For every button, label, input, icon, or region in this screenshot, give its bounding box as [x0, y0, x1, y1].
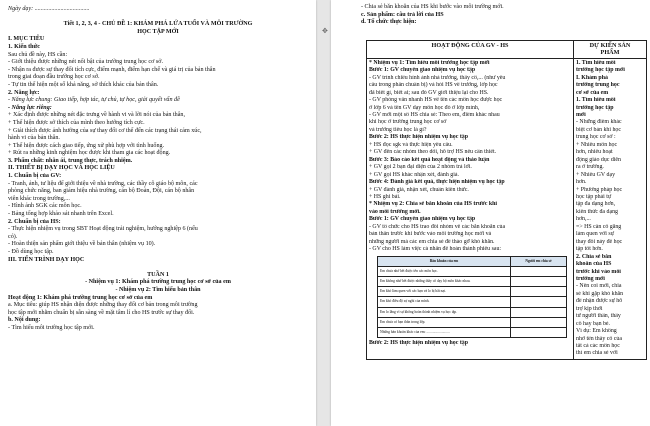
text-line: - Tranh, ảnh, tư liệu để giới thiệu về nhà trường, các thầy cô giáo bộ môn, các	[8, 180, 198, 187]
header-expected-product	[574, 41, 647, 59]
product-line: thay đổi này để học	[576, 238, 623, 245]
text-line: + Thể hiện được cách giao tiếp, ứng xử phù hợp với tình huống.	[8, 142, 165, 149]
text-line: c. Sản phẩm: câu trả lời của HS	[361, 11, 444, 18]
worksheet-share-cell[interactable]	[511, 297, 567, 307]
worksheet-row	[378, 328, 567, 338]
expected-product-lines	[576, 60, 644, 358]
product-line: nhớ tên thầy cô của	[576, 335, 622, 342]
activity-line: - GV cho HS làm việc cá nhân để hoàn thành phiếu sau:	[369, 246, 502, 253]
text-line: phòng chức năng, ban giám hiệu nhà trường, cán bộ Đoàn, Đội, cán bộ nhân	[8, 188, 195, 195]
activity-line: Bước 1: GV chuyển giao nhiệm vụ học tập	[369, 67, 476, 74]
activity-line: Bước 4: Đánh giá kết quả, thực hiện nhiệm vụ học tập	[369, 179, 505, 186]
text-line: - Năng lực chung: Giao tiếp, hợp tác, tự chủ, tự học, giải quyết vấn đề	[8, 97, 180, 104]
product-line: từ người thân, thầy	[576, 313, 621, 320]
activity-line: và trường tiểu học là gì?	[369, 126, 427, 133]
text-line: trong giai đoạn đầu trường học cơ sở.	[8, 74, 100, 81]
text-line: 2. Chuẩn bị của HS:	[8, 218, 61, 225]
product-line: 1. Tìm hiểu môi	[576, 97, 616, 104]
product-line: trường học tập	[576, 104, 614, 111]
activity-line: * Nhiệm vụ 2: Chia sẻ băn khoăn của HS trước khi	[369, 201, 498, 208]
worksheet-concern-cell: Em khó làm quen với các bạn và lo bị bắt nạt.	[378, 287, 511, 297]
product-line: cơ sở của em	[576, 89, 609, 96]
product-line: kiến thức đa dạng	[576, 208, 618, 215]
worksheet-share-cell[interactable]	[511, 328, 567, 338]
worksheet-rows	[378, 266, 567, 337]
product-line: trung học cơ sở :	[576, 134, 616, 141]
worksheet-row	[378, 277, 567, 287]
activity-line: những người mà các em chia sẻ để tháo gỡ khó khăn.	[369, 238, 495, 245]
product-line: 1. Tìm hiểu môi	[576, 59, 616, 66]
move-handle-icon[interactable]: ✥	[322, 27, 328, 35]
product-line: thì em chia sẻ với	[576, 350, 618, 357]
product-line: hơn,...	[576, 216, 591, 223]
text-line: + Rút ra những kinh nghiệm học được khi tham gia các hoạt động.	[8, 150, 171, 157]
activity-line: ở lớp 6 và tên GV dạy môn học đó ở lớp mình,	[369, 104, 480, 111]
right-page-intro	[361, 4, 641, 27]
product-line: trước khi vào môi	[576, 268, 621, 275]
product-line: + Phương pháp học	[576, 186, 623, 193]
activity-line: vào môi trường mới.	[369, 208, 421, 215]
activity-line: + GV đánh giá, nhận xét, chuẩn kiến thức.	[369, 186, 469, 193]
text-line: hành vi của bản thân.	[8, 135, 60, 142]
text-line: - Bảng tổng hợp khảo sát nhanh trên Excel.	[8, 211, 114, 218]
product-line: hơn, nhiều hoạt	[576, 149, 613, 156]
text-line: - Đồ dùng học tập.	[8, 249, 54, 255]
product-line: trường học tập mới	[576, 67, 625, 74]
text-line: Ngày dạy: ....................................	[8, 6, 90, 12]
activity-line: bản thân trước khi bước vào môi trường học mới và	[369, 231, 492, 238]
header-expected-product-line: DỰ KIẾN SẢN	[589, 42, 631, 49]
product-line: Ví dụ: Em không	[576, 328, 617, 335]
activity-line: Bước 2: HS thực hiện nhiệm vụ học tập	[369, 134, 469, 141]
activity-line: khi học ở trường trung học cơ sở	[369, 119, 447, 126]
header-teacher-student-activity: HOẠT ĐỘNG CỦA GV - HS	[367, 41, 574, 59]
text-line: HỌC TẬP MỚI	[137, 28, 179, 35]
header-expected-product-line: PHẨM	[600, 49, 620, 57]
right-document-page	[331, 0, 650, 426]
worksheet-row	[378, 287, 567, 297]
text-line: + Giải thích được ảnh hưởng của sự thay đổi cơ thể đến các trạng thái cảm xúc,	[8, 127, 202, 134]
activity-line: đã biết gì, biết ai; sau đó GV giới thiệu lại cho HS.	[369, 89, 489, 96]
text-line: 2. Năng lực:	[8, 89, 40, 96]
product-line: học tập phải tự	[576, 193, 612, 200]
activity-line: - GV mời một số HS chia sẻ: Theo em, điểm khác nhau	[369, 111, 500, 118]
text-line: - Nhiệm vụ 1: Khám phá trường trung học cơ sở của em	[85, 279, 231, 286]
product-line: tập tốt hơn.	[576, 246, 603, 253]
worksheet-share-cell[interactable]	[511, 317, 567, 327]
worksheet-share-cell[interactable]	[511, 266, 567, 276]
activity-line: cầu trong phần chuẩn bị) và hỏi HS về trường, lớp học	[369, 82, 498, 89]
product-line: biệt cơ bản khi học	[576, 126, 621, 133]
product-line: trường mới	[576, 275, 605, 282]
worksheet-concern-cell: Những băn khoăn khác của em: ..........................	[378, 328, 511, 338]
worksheet-concern-cell: Em chưa có bạn thân trong lớp.	[378, 317, 511, 327]
text-line: - Hoàn thiện sản phẩm giới thiệu về bản thân (nhiệm vụ 10).	[8, 241, 156, 248]
text-line: d. Tổ chức thực hiện:	[361, 19, 417, 26]
activity-line: + HS ghi bài.	[369, 193, 401, 200]
product-line: ra ở trường.	[576, 164, 604, 171]
activity-cell	[367, 58, 574, 359]
activity-lines	[369, 60, 571, 254]
lesson-plan-table	[366, 40, 647, 360]
text-line: TUẦN 1	[147, 271, 169, 278]
activity-line: Bước 2: HS thực hiện nhiệm vụ học tập	[369, 340, 469, 347]
worksheet-concern-cell: Em chưa nhớ hết được tên các môn học.	[378, 266, 511, 276]
activity-line: - GV tổ chức cho HS trao đổi nhóm về các băn khoăn của	[369, 223, 506, 230]
product-line: cô hay bạn bè.	[576, 320, 611, 327]
product-line: khoăn của HS	[576, 261, 612, 268]
worksheet-row	[378, 307, 567, 317]
product-line: hơn.	[576, 179, 587, 186]
text-line: - Thực hiện nhiệm vụ trong SBT Hoạt động trải nghiệm, hướng nghiệp 6 (nếu	[8, 226, 198, 233]
product-line: trợ kịp thời	[576, 305, 603, 312]
activity-line: + GV gọi HS khác nhận xét, đánh giá.	[369, 171, 459, 178]
text-line: Sau chủ đề này, HS cần:	[8, 51, 68, 58]
worksheet-concern-cell: Em lo lắng vì sự không hoàn thành nhiệm vụ học tập.	[378, 307, 511, 317]
worksheet-row	[378, 317, 567, 327]
product-line: để nhận được sự hỗ	[576, 298, 623, 305]
product-line: I. Khám phá	[576, 74, 608, 81]
product-line: + Nhiều môn học	[576, 141, 618, 148]
product-line: => HS cần cố gắng	[576, 223, 622, 230]
activity-line: - GV phỏng vấn nhanh HS về tên các môn học được học	[369, 97, 503, 104]
activity-line: + GV gọi 2 bạn đại diện của 2 nhóm trả lời.	[369, 164, 472, 171]
text-line: - Năng lực riêng:	[8, 104, 52, 111]
text-line: - Tự tin thể hiện một số khả năng, sở thích khác của bản thân.	[8, 81, 159, 88]
worksheet-col-share-with: Người em chia sẻ	[511, 256, 567, 266]
text-line: - Tìm hiểu môi trường học tập mới.	[8, 324, 95, 331]
worksheet-share-cell[interactable]	[511, 307, 567, 317]
text-line: 1. Kiến thức	[8, 43, 40, 50]
product-line: trường trung học	[576, 82, 620, 89]
product-line: + Nhiều GV dạy	[576, 171, 616, 178]
text-line: - Chia sẻ băn khoăn của HS khi bước vào môi trường mới.	[361, 4, 504, 10]
text-line: I. MỤC TIÊU	[8, 36, 45, 43]
text-line: 3. Phẩm chất: nhân ái, trung thực, trách nhiệm.	[8, 157, 133, 164]
worksheet-table	[377, 256, 567, 339]
text-line: - Hình ảnh SGK các môn học.	[8, 203, 82, 210]
product-line: động giáo dục diễn	[576, 156, 621, 163]
text-line: - Nhiệm vụ 2: Tìm hiểu bản thân	[115, 286, 201, 293]
text-line: 1. Chuẩn bị của GV:	[8, 173, 62, 180]
worksheet-concern-cell: Em không nhớ hết được những thầy cô dạy bộ môn khác nhau.	[378, 277, 511, 287]
activity-line: + GV đến các nhóm theo dõi, hỗ trợ HS nếu cần thiết.	[369, 149, 497, 156]
activity-line: Bước 1: GV chuyển giao nhiệm vụ học tập	[369, 216, 476, 223]
product-line: làm quen với sự	[576, 231, 614, 238]
activity-lines-after-sheet	[369, 340, 571, 347]
left-page-content	[8, 6, 308, 333]
text-line: học tập mới nhằm chuẩn bị sẵn sàng về mặt tâm lí cho HS trước sự thay đổi.	[8, 309, 195, 316]
text-line: II. THIẾT BỊ DẠY HỌC VÀ HỌC LIỆU	[8, 165, 115, 172]
worksheet-row	[378, 297, 567, 307]
text-line: + Thể hiện được sở thích của mình theo hướng tích cực.	[8, 119, 145, 126]
text-line: viên khác trong trường,...	[8, 195, 70, 202]
text-line: có).	[8, 233, 18, 240]
worksheet-col-concern: Băn khoăn của em	[378, 256, 511, 266]
worksheet-header-row	[378, 256, 567, 266]
activity-line: - GV trình chiếu hình ảnh nhà trường, thầy cô,... (như yêu	[369, 74, 506, 81]
table-header-row	[367, 41, 647, 59]
product-line: tập đa dạng hơn,	[576, 201, 616, 208]
text-line: III. TIẾN TRÌNH DẠY HỌC	[8, 256, 85, 263]
text-line: - Nhận ra được sự thay đổi tích cực, điểm mạnh, điểm hạn chế và giá trị của bản thân	[8, 66, 216, 73]
table-body-row	[367, 58, 647, 359]
text-line: Tiết 1, 2, 3, 4 - CHỦ ĐỀ 1: KHÁM PHÁ LỨA TUỔI VÀ MÔI TRƯỜNG	[63, 21, 253, 28]
worksheet-share-cell[interactable]	[511, 287, 567, 297]
text-line	[8, 264, 308, 272]
activity-line: + HS đọc sgk và thực hiện yêu cầu.	[369, 141, 453, 148]
product-line: mới	[576, 111, 586, 118]
text-line: - Giới thiệu được những nét nổi bật của trường trung học cơ sở.	[8, 59, 163, 66]
worksheet-concern-cell: Em khó điều độ sự nghỉ của mình.	[378, 297, 511, 307]
expected-product-cell	[574, 58, 647, 359]
text-line: Hoạt động 1: Khám phá trường trung học cơ sở của em	[8, 294, 153, 301]
worksheet-share-cell[interactable]	[511, 277, 567, 287]
product-line: tất cả các môn học	[576, 343, 620, 350]
activity-line: * Nhiệm vụ 1: Tìm hiểu môi trường học tập mới	[369, 59, 490, 66]
text-line: + Xác định được những nét đặc trưng về hành vi và lời nói của bản thân,	[8, 112, 185, 119]
left-document-page	[0, 0, 316, 426]
product-line: sẻ khi gặp khó khăn	[576, 290, 624, 297]
product-line: 2. Chia sẻ băn	[576, 253, 612, 260]
text-line: a. Mục tiêu: giúp HS nhận diện được những thay đổi cơ bản trong môi trường	[8, 302, 198, 309]
worksheet-row	[378, 266, 567, 276]
product-line: - Nên coi mới, chia	[576, 283, 622, 290]
activity-line: Bước 3: Báo cáo kết quả hoạt động và thảo luận	[369, 156, 490, 163]
product-line: - Những điểm khác	[576, 119, 622, 126]
text-line: b. Nội dung:	[8, 317, 41, 324]
